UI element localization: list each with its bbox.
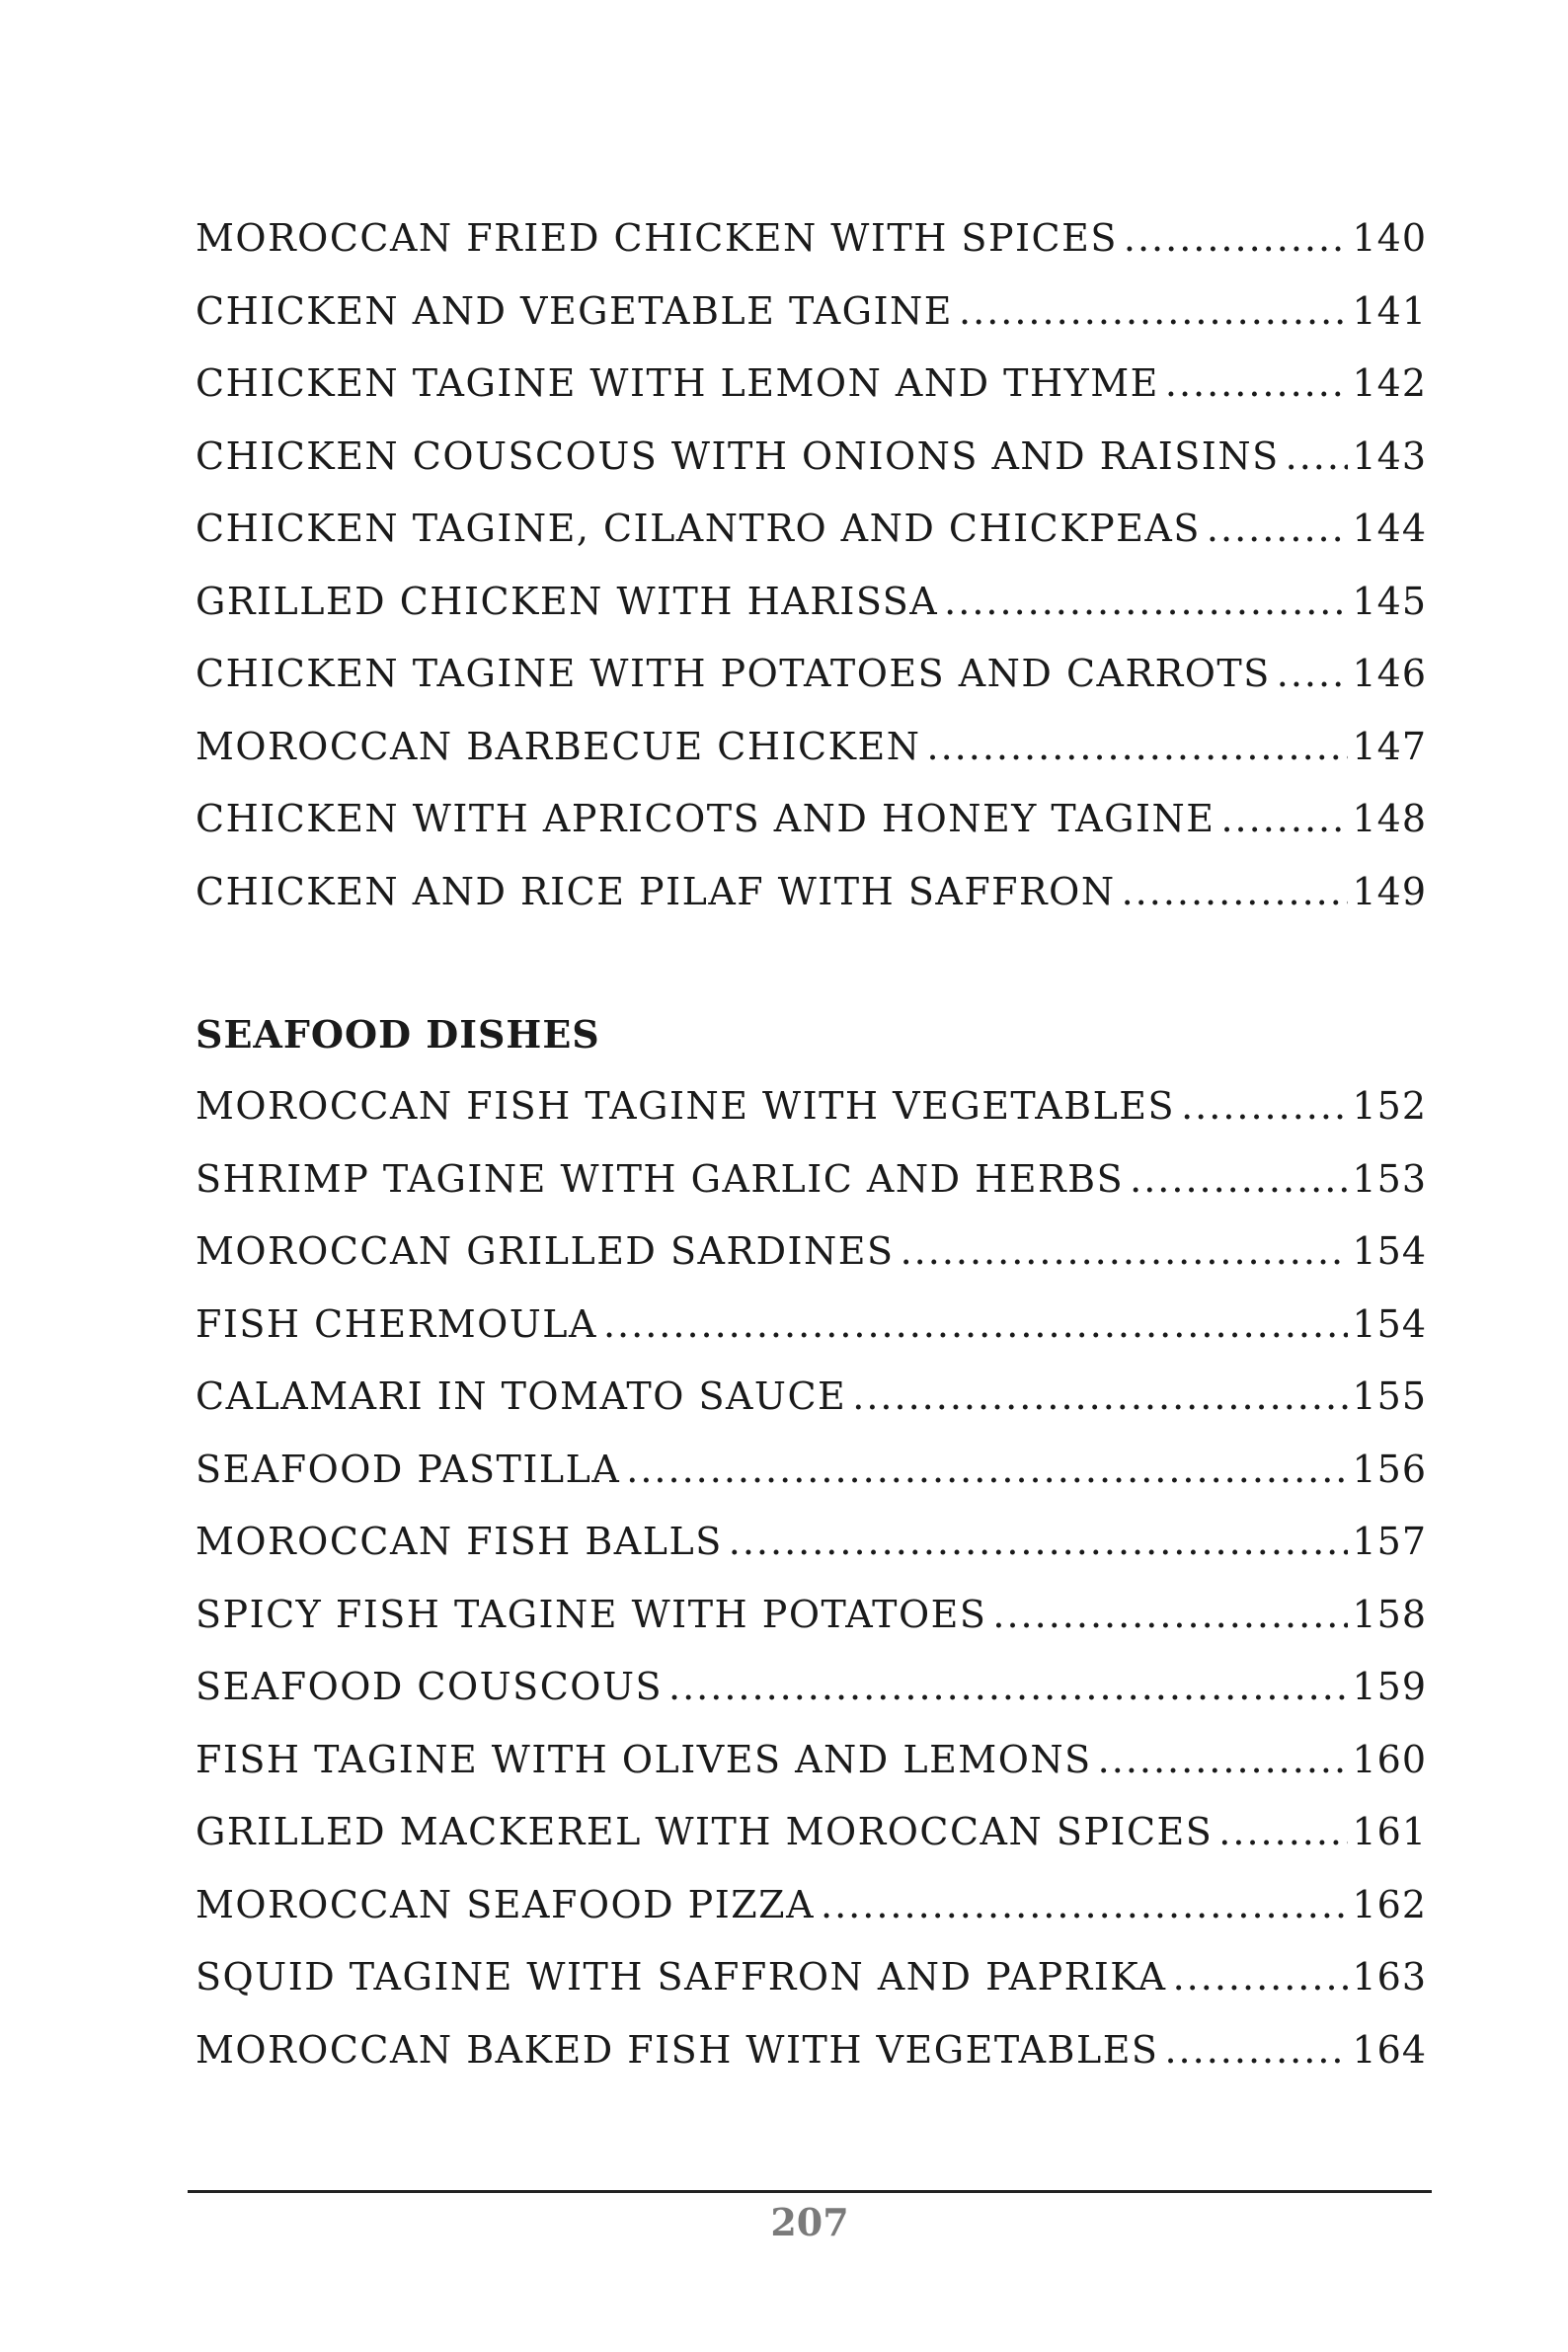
dot-leader: [992, 1579, 1348, 1652]
toc-entry-title: FISH TAGINE WITH OLIVES AND LEMONS: [196, 1737, 1092, 1781]
seafood-toc-list: [196, 1070, 1427, 2086]
dot-leader: [852, 1361, 1348, 1434]
dot-leader: [944, 566, 1348, 639]
toc-entry[interactable]: [196, 1941, 1427, 2014]
toc-entry-title: CHICKEN WITH APRICOTS AND HONEY TAGINE: [196, 797, 1215, 840]
toc-entry-title: MOROCCAN FISH BALLS: [196, 1520, 723, 1563]
dot-leader: [603, 1289, 1349, 1362]
toc-entry-page-number: 164: [1352, 2027, 1427, 2072]
toc-entry[interactable]: [196, 1869, 1427, 1942]
toc-entry-page-number: 146: [1352, 652, 1427, 695]
toc-entry[interactable]: [196, 711, 1427, 784]
toc-entry[interactable]: [196, 2014, 1427, 2087]
dot-leader: [1124, 202, 1349, 275]
toc-entry-page-number: 157: [1352, 1520, 1427, 1563]
dot-leader: [668, 1651, 1348, 1724]
toc-entry-title: CHICKEN COUSCOUS WITH ONIONS AND RAISINS: [196, 433, 1280, 478]
toc-entry-title: MOROCCAN SEAFOOD PIZZA: [196, 1882, 816, 1926]
dot-leader: [1181, 1070, 1348, 1143]
toc-entry[interactable]: [196, 1434, 1427, 1507]
toc-entry-title: MOROCCAN BAKED FISH WITH VEGETABLES: [196, 2027, 1159, 2072]
toc-entry[interactable]: [196, 1361, 1427, 1434]
toc-entry-page-number: 154: [1352, 1301, 1427, 1346]
toc-entry[interactable]: [196, 1143, 1427, 1216]
toc-entry[interactable]: [196, 638, 1427, 711]
page-number: 207: [770, 2200, 849, 2244]
dot-leader: [1098, 1724, 1349, 1797]
toc-entry-page-number: 162: [1352, 1882, 1427, 1926]
toc-entry-page-number: 159: [1352, 1665, 1427, 1708]
toc-entry-title: GRILLED CHICKEN WITH HARISSA: [196, 579, 939, 623]
dot-leader: [1220, 783, 1348, 856]
dot-leader: [821, 1869, 1348, 1942]
toc-entry-page-number: 158: [1352, 1592, 1427, 1636]
toc-entry-title: MOROCCAN GRILLED SARDINES: [196, 1229, 895, 1273]
toc-entry-page-number: 160: [1352, 1737, 1427, 1781]
toc-entry-title: FISH CHERMOULA: [196, 1301, 597, 1346]
toc-entry-page-number: 147: [1352, 724, 1427, 768]
toc-entry-page-number: 140: [1352, 216, 1427, 260]
toc-entry-page-number: 161: [1352, 1810, 1427, 1853]
toc-entry-page-number: 144: [1352, 507, 1427, 550]
toc-entry-page-number: 141: [1352, 288, 1427, 333]
dot-leader: [1122, 856, 1349, 929]
footer-divider: [188, 2190, 1432, 2193]
toc-entry-page-number: 145: [1352, 579, 1427, 623]
toc-entry[interactable]: [196, 421, 1427, 494]
toc-entry[interactable]: [196, 1724, 1427, 1797]
dot-leader: [1218, 1796, 1348, 1869]
toc-entry[interactable]: [196, 1070, 1427, 1143]
toc-entry-title: CHICKEN TAGINE WITH POTATOES AND CARROTS: [196, 652, 1271, 695]
dot-leader: [1164, 2014, 1348, 2087]
dot-leader: [1130, 1143, 1348, 1216]
toc-entry[interactable]: [196, 275, 1427, 349]
toc-entry-page-number: 155: [1352, 1374, 1427, 1418]
toc-entry-page-number: 153: [1352, 1156, 1427, 1201]
toc-entry-title: SEAFOOD COUSCOUS: [196, 1665, 664, 1708]
toc-entry-title: SPICY FISH TAGINE WITH POTATOES: [196, 1592, 987, 1636]
toc-entry-page-number: 142: [1352, 361, 1427, 405]
toc-entry[interactable]: [196, 493, 1427, 566]
toc-entry-title: MOROCCAN FRIED CHICKEN WITH SPICES: [196, 216, 1118, 260]
toc-entry-title: SQUID TAGINE WITH SAFFRON AND PAPRIKA: [196, 1955, 1167, 1999]
dot-leader: [901, 1215, 1349, 1289]
toc-entry-page-number: 163: [1352, 1955, 1427, 1999]
toc-entry-page-number: 149: [1352, 869, 1427, 913]
dot-leader: [1173, 1941, 1349, 2014]
dot-leader: [959, 275, 1348, 349]
dot-leader: [1207, 493, 1349, 566]
dot-leader: [927, 711, 1349, 784]
table-of-contents: [196, 202, 1427, 2086]
toc-entry[interactable]: [196, 856, 1427, 929]
toc-entry-title: CHICKEN TAGINE WITH LEMON AND THYME: [196, 361, 1159, 405]
section-heading-seafood: SEAFOOD DISHES: [196, 1012, 600, 1057]
toc-entry-title: CHICKEN TAGINE, CILANTRO AND CHICKPEAS: [196, 507, 1201, 550]
toc-entry-title: MOROCCAN BARBECUE CHICKEN: [196, 724, 921, 768]
dot-leader: [1286, 421, 1349, 494]
toc-entry[interactable]: [196, 1289, 1427, 1362]
toc-entry-title: CHICKEN AND VEGETABLE TAGINE: [196, 288, 954, 333]
toc-entry-page-number: 156: [1352, 1447, 1427, 1491]
toc-entry-title: GRILLED MACKEREL WITH MOROCCAN SPICES: [196, 1810, 1214, 1853]
toc-entry[interactable]: [196, 202, 1427, 275]
dot-leader: [729, 1506, 1349, 1579]
dot-leader: [1165, 348, 1349, 421]
dot-leader: [1277, 638, 1349, 711]
toc-entry[interactable]: [196, 1579, 1427, 1652]
toc-entry-title: SHRIMP TAGINE WITH GARLIC AND HERBS: [196, 1156, 1125, 1201]
toc-entry-page-number: 154: [1352, 1229, 1427, 1273]
toc-entry-title: MOROCCAN FISH TAGINE WITH VEGETABLES: [196, 1084, 1176, 1128]
dot-leader: [626, 1434, 1348, 1507]
toc-entry-title: CHICKEN AND RICE PILAF WITH SAFFRON: [196, 869, 1116, 913]
toc-entry[interactable]: [196, 1651, 1427, 1724]
toc-entry-page-number: 152: [1352, 1084, 1427, 1128]
toc-entry-title: SEAFOOD PASTILLA: [196, 1447, 621, 1491]
toc-entry-page-number: 143: [1352, 433, 1427, 478]
toc-entry[interactable]: [196, 1506, 1427, 1579]
toc-entry[interactable]: [196, 348, 1427, 421]
toc-entry[interactable]: [196, 566, 1427, 639]
toc-entry[interactable]: [196, 783, 1427, 856]
toc-entry-page-number: 148: [1352, 797, 1427, 840]
chicken-toc-list: [196, 202, 1427, 928]
toc-entry-title: CALAMARI IN TOMATO SAUCE: [196, 1374, 847, 1418]
toc-entry[interactable]: [196, 1796, 1427, 1869]
toc-entry[interactable]: [196, 1215, 1427, 1289]
